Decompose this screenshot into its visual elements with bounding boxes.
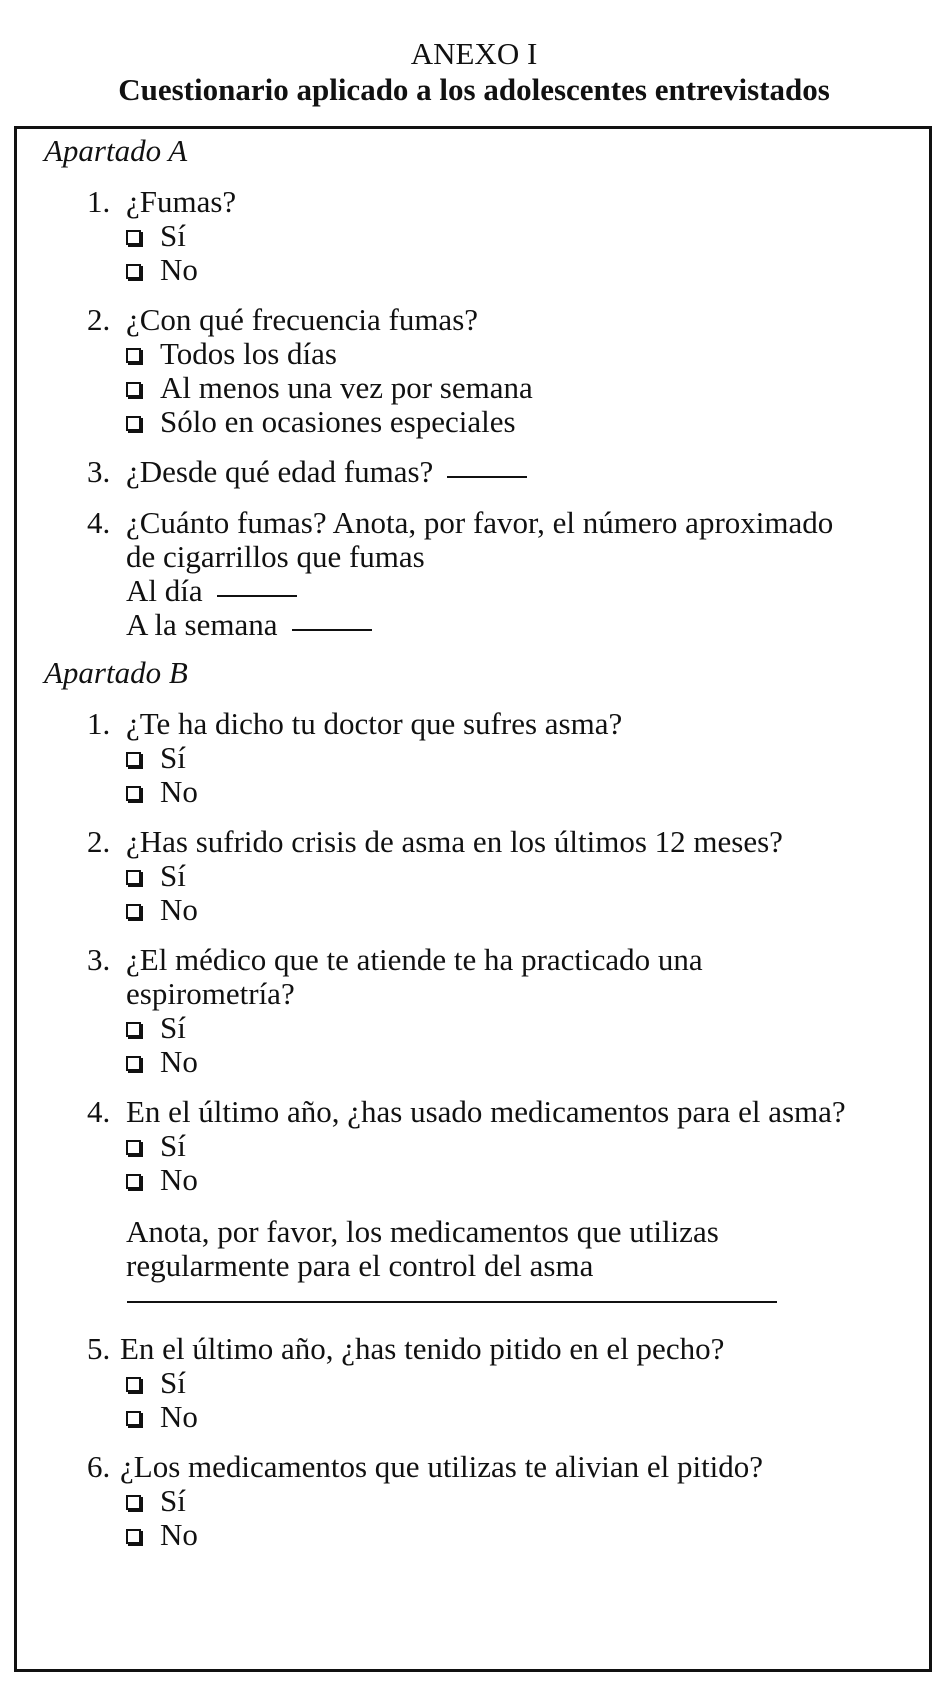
page-title: Cuestionario aplicado a los adolescentes entrevistados	[118, 72, 830, 107]
question-text: ¿Con qué frecuencia fumas?	[126, 302, 479, 337]
b1-option-si[interactable]: Sí	[126, 740, 186, 776]
per-day-label: Al día	[126, 573, 203, 608]
question-text: ¿Has sufrido crisis de asma en los últimos 12 meses?	[126, 824, 783, 859]
question-text: ¿Te ha dicho tu doctor que sufres asma?	[126, 706, 623, 741]
question-number: 1.	[87, 184, 111, 219]
question-number: 5.	[87, 1331, 111, 1366]
checkbox-icon[interactable]	[126, 1377, 141, 1392]
question-number: 4.	[87, 1094, 111, 1129]
checkbox-icon[interactable]	[126, 752, 141, 767]
question-number: 2.	[87, 302, 111, 337]
b6-option-no[interactable]: No	[126, 1517, 198, 1553]
a4-per-day	[126, 573, 297, 609]
b2-option-si[interactable]: Sí	[126, 858, 186, 894]
question-text-line1: ¿El médico que te atiende te ha practicado una	[126, 942, 703, 977]
checkbox-icon[interactable]	[126, 230, 141, 245]
question-number: 6.	[87, 1449, 111, 1484]
a2-option-special[interactable]: Sólo en ocasiones especiales	[126, 404, 516, 440]
question-text: ¿Desde qué edad fumas?	[126, 454, 434, 489]
question-text: En el último año, ¿has usado medicamentos para el asma?	[126, 1094, 846, 1129]
annex-label: ANEXO I	[410, 36, 538, 71]
question-text: ¿Fumas?	[126, 184, 237, 219]
b5-option-no[interactable]: No	[126, 1399, 198, 1435]
b3-text-line2: espirometría?	[126, 976, 295, 1011]
question-number: 3.	[87, 942, 111, 977]
a1-option-no[interactable]: No	[126, 252, 198, 288]
checkbox-icon[interactable]	[126, 348, 141, 363]
per-week-label: A la semana	[126, 607, 278, 642]
a2-option-weekly[interactable]: Al menos una vez por semana	[126, 370, 533, 406]
question-number: 2.	[87, 824, 111, 859]
a4-per-week	[126, 607, 372, 643]
b1-option-no[interactable]: No	[126, 774, 198, 810]
checkbox-icon[interactable]	[126, 1411, 141, 1426]
a2-option-daily[interactable]: Todos los días	[126, 336, 337, 372]
question-text-line1: ¿Cuánto fumas? Anota, por favor, el número aproximado	[126, 505, 834, 540]
question-text: ¿Los medicamentos que utilizas te alivian el pitido?	[120, 1449, 764, 1484]
question-number: 1.	[87, 706, 111, 741]
checkbox-icon[interactable]	[126, 382, 141, 397]
per-week-blank-field[interactable]	[292, 629, 372, 631]
question-text: En el último año, ¿has tenido pitido en el pecho?	[120, 1331, 725, 1366]
checkbox-icon[interactable]	[126, 264, 141, 279]
b4-note-line2: regularmente para el control del asma	[126, 1248, 594, 1283]
checkbox-icon[interactable]	[126, 1056, 141, 1071]
a4-text-line2: de cigarrillos que fumas	[126, 539, 425, 574]
per-day-blank-field[interactable]	[217, 595, 297, 597]
checkbox-icon[interactable]	[126, 904, 141, 919]
b3-option-no[interactable]: No	[126, 1044, 198, 1080]
checkbox-icon[interactable]	[126, 1495, 141, 1510]
checkbox-icon[interactable]	[126, 416, 141, 431]
question-number: 3.	[87, 454, 111, 489]
checkbox-icon[interactable]	[126, 1174, 141, 1189]
b4-option-si[interactable]: Sí	[126, 1128, 186, 1164]
page-header	[0, 36, 948, 108]
medications-blank-field[interactable]	[127, 1301, 777, 1303]
age-blank-field[interactable]	[447, 476, 527, 478]
section-a-heading: Apartado A	[44, 133, 188, 168]
b3-option-si[interactable]: Sí	[126, 1010, 186, 1046]
a1-option-si[interactable]: Sí	[126, 218, 186, 254]
checkbox-icon[interactable]	[126, 1529, 141, 1544]
b4-option-no[interactable]: No	[126, 1162, 198, 1198]
question-number: 4.	[87, 505, 111, 540]
checkbox-icon[interactable]	[126, 1140, 141, 1155]
b2-option-no[interactable]: No	[126, 892, 198, 928]
questionnaire-frame	[14, 126, 932, 1672]
checkbox-icon[interactable]	[126, 870, 141, 885]
checkbox-icon[interactable]	[126, 1022, 141, 1037]
section-b-heading: Apartado B	[44, 655, 188, 690]
b4-note-line1: Anota, por favor, los medicamentos que utilizas	[126, 1214, 719, 1249]
checkbox-icon[interactable]	[126, 786, 141, 801]
b5-option-si[interactable]: Sí	[126, 1365, 186, 1401]
b6-option-si[interactable]: Sí	[126, 1483, 186, 1519]
